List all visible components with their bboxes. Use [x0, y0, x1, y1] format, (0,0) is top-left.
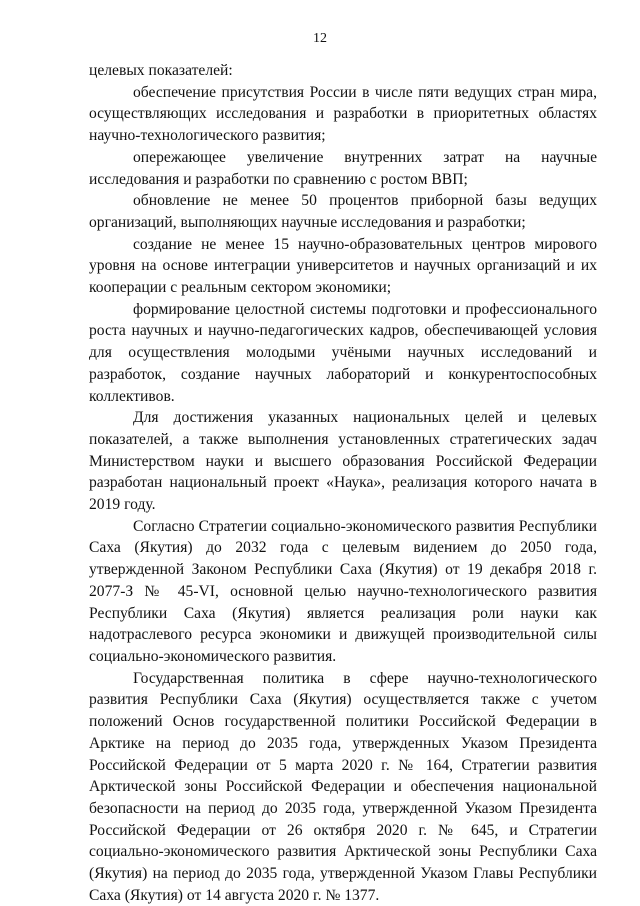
paragraph-instrument-base-renewal: обновление не менее 50 процентов приборной базы ведущих организаций, выполняющих научные исследования и разработки; — [89, 192, 597, 231]
paragraph-target-indicators-intro: целевых показателей: — [89, 62, 233, 79]
paragraph-personnel-training-system: формирование целостной системы подготовки и профессионального роста научных и научно-педагогических кадров, обеспечивающей условия для осуществления молодыми учёными научных исследований и разработок, создание научных лабораторий и конкурентоспособных коллективов. — [89, 300, 597, 405]
page-number: 12 — [313, 31, 327, 46]
paragraph-research-education-centers: создание не менее 15 научно-образовательных центров мирового уровня на основе интеграции университетов и научных организаций и их кооперации с реальным сектором экономики; — [89, 235, 597, 297]
paragraph-state-policy-arctic: Государственная политика в сфере научно-технологического развития Республики Саха (Якутия) осуществляется также с учетом положений Основ государственной политики Российской Федерации в Арктике на период до 2035 года, утвержденных Указом Президента Российской Федерации от 5 марта 2020 г. № 164, Стратегии развития Арктической зоны Российской Федерации и обеспечения национальной безопасности на период до 2035 года, утвержденной Указом Президента Российской Федерации от 26 октября 2020 г. № 645, и Стратегии социально-экономического развития Арктической зоны Республики Саха (Якутия) на период до 2035 года, утвержденной Указом Главы Республики Саха (Якутия) от 14 августа 2020 г. № 1377. — [89, 669, 597, 904]
paragraph-yakutia-strategy: Согласно Стратегии социально-экономического развития Республики Саха (Якутия) до 2032 года с целевым видением до 2050 года, утвержденной Законом Республики Саха (Якутия) от 19 декабря 2018 г. 2077-З № 45-VI, основной целью научно-технологического развития Республики Саха (Якутия) является реализация роли науки как надотраслевого ресурса экономики и движущей производительной силы социально-экономического развития. — [89, 517, 597, 665]
paragraph-rd-spending-growth: опережающее увеличение внутренних затрат на научные исследования и разработки по сравнению с ростом ВВП; — [89, 148, 597, 188]
document-body — [89, 60, 597, 906]
paragraph-national-project-science: Для достижения указанных национальных целей и целевых показателей, а также выполнения установленных стратегических задач Министерством науки и высшего образования Российской Федерации разработан национальный проект «Наука», реализация которого начата в 2019 году. — [89, 409, 597, 514]
paragraph-russia-top-five: обеспечение присутствия России в числе пяти ведущих стран мира, осуществляющих исследования и разработки в приоритетных областях научно-технологического развития; — [89, 83, 597, 145]
